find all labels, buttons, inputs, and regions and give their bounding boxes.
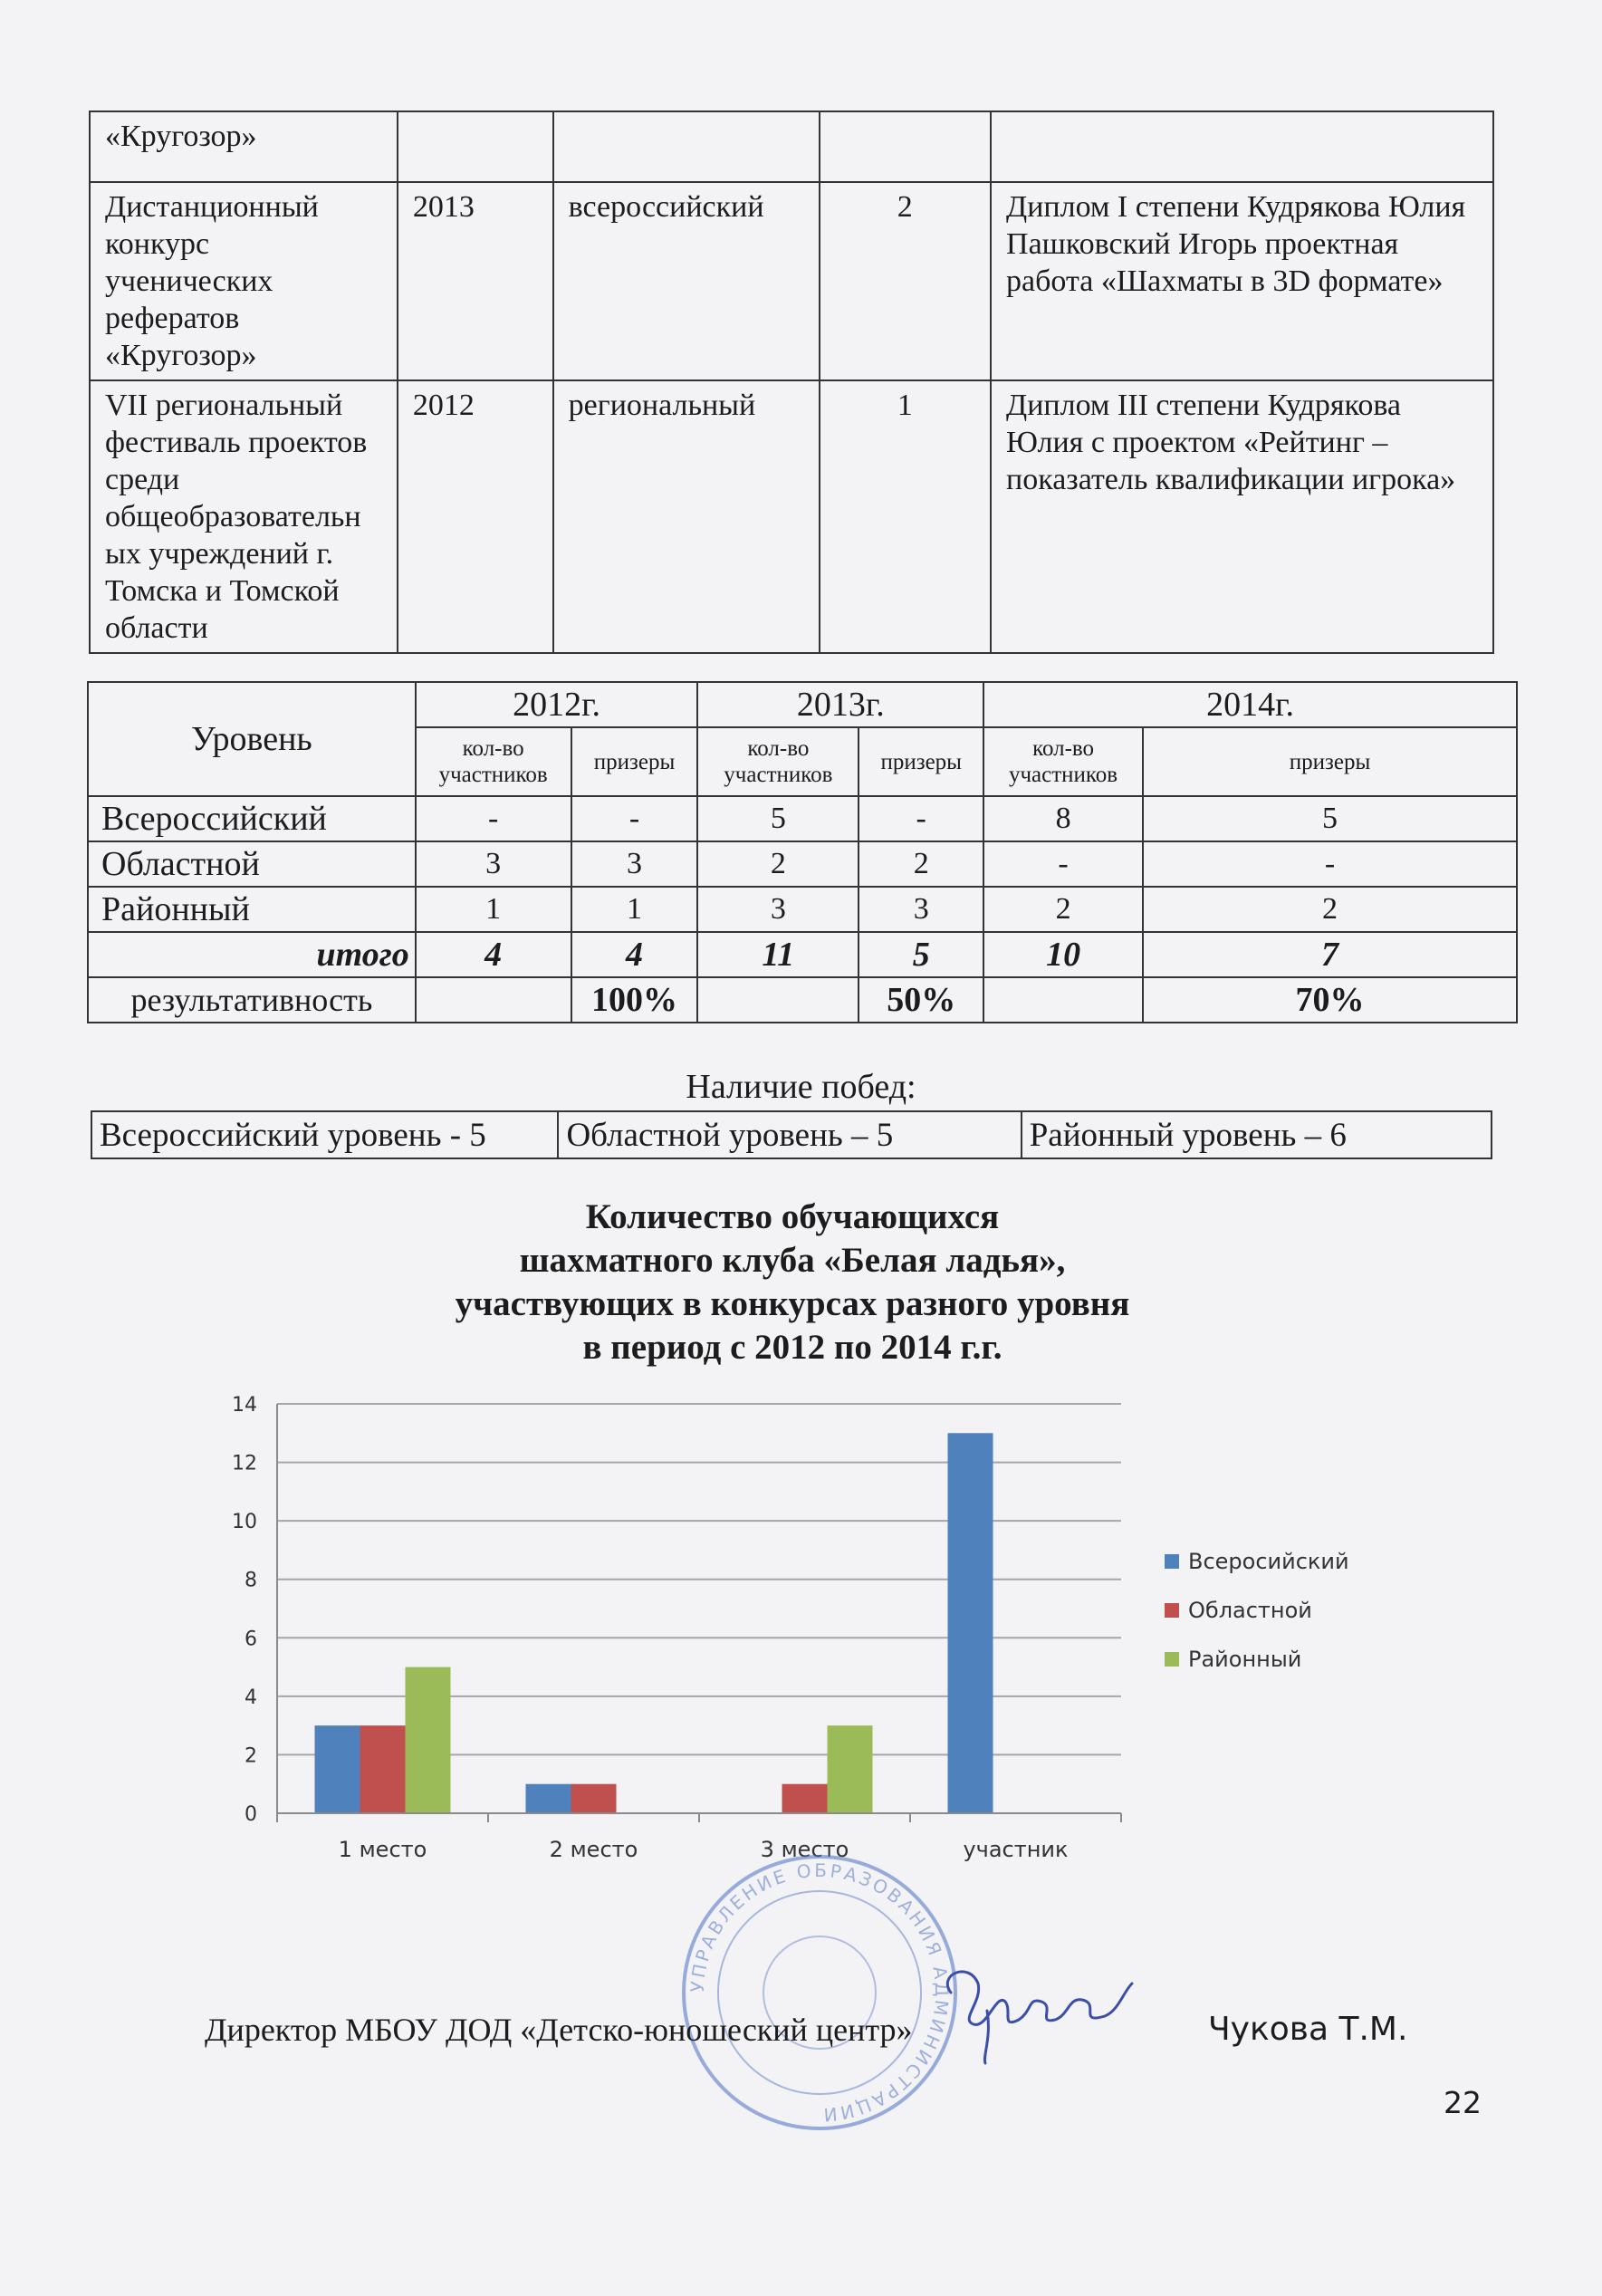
legend-swatch	[1165, 1554, 1179, 1569]
table-row	[88, 796, 1517, 841]
y-tick-label: 8	[245, 1569, 257, 1592]
table-cell: VII региональный фестиваль проектов среди общеобразовательн ых учреждений г. Томска и Томской области	[90, 380, 398, 653]
legend-swatch	[1165, 1652, 1179, 1667]
y-tick-label: 10	[232, 1511, 257, 1534]
table-cell	[991, 111, 1493, 182]
y-tick-label: 6	[245, 1628, 257, 1651]
projects-table	[89, 110, 1494, 654]
table-cell: 11	[697, 932, 859, 977]
bar	[782, 1784, 828, 1813]
table-cell: 50%	[859, 977, 983, 1023]
table-cell	[416, 977, 571, 1023]
year-header: 2013г.	[697, 682, 983, 727]
chart-title-line: участвующих в конкурсах разного уровня	[455, 1284, 1130, 1323]
svg-text:УПРАВЛЕНИЕ ОБРАЗОВАНИЯ АДМИНИС: УПРАВЛЕНИЕ ОБРАЗОВАНИЯ АДМИНИСТРАЦИИ	[686, 1859, 954, 2127]
table-cell: Дистанционный конкурс ученических рефератов «Кругозор»	[90, 182, 398, 380]
director-name: Чукова Т.М.	[1208, 2011, 1408, 2048]
table-row	[90, 182, 1493, 380]
table-cell: «Кругозор»	[90, 111, 398, 182]
bar	[315, 1725, 360, 1813]
table-cell	[697, 977, 859, 1023]
table-cell: -	[1143, 841, 1517, 887]
row-label: Районный	[88, 887, 416, 932]
table-cell: Районный уровень – 6	[1022, 1111, 1492, 1158]
chart-title	[272, 1196, 1313, 1369]
bar	[360, 1725, 406, 1813]
table-cell: региональный	[553, 380, 820, 653]
efficiency-label: результативность	[88, 977, 416, 1023]
director-title: Директор МБОУ ДОД «Детско-юношеский центр»	[205, 2012, 913, 2048]
table-row	[90, 380, 1493, 653]
participants-header: кол-во участников	[416, 727, 571, 796]
x-tick-label: 2 место	[549, 1837, 638, 1862]
y-tick-label: 14	[232, 1394, 257, 1417]
bar	[526, 1784, 571, 1813]
chart-title-line: Количество обучающихся	[585, 1197, 1000, 1236]
table-cell: 2	[697, 841, 859, 887]
table-cell: 4	[571, 932, 698, 977]
stamp-seal	[675, 1848, 964, 2137]
table-cell: 1	[571, 887, 698, 932]
row-label: Всероссийский	[88, 796, 416, 841]
table-cell: 3	[571, 841, 698, 887]
table-cell: 2	[859, 841, 983, 887]
table-cell: 70%	[1143, 977, 1517, 1023]
participants-header: кол-во участников	[983, 727, 1143, 796]
table-cell: 7	[1143, 932, 1517, 977]
table-cell	[820, 111, 992, 182]
table-cell: -	[859, 796, 983, 841]
table-cell: -	[571, 796, 698, 841]
bar-chart	[217, 1386, 1395, 1875]
table-cell: 1	[416, 887, 571, 932]
bar	[406, 1667, 451, 1813]
table-cell: 3	[859, 887, 983, 932]
table-cell: Областной уровень – 5	[558, 1111, 1021, 1158]
bar	[948, 1433, 993, 1813]
table-row	[90, 111, 1493, 182]
table-cell	[553, 111, 820, 182]
bar	[571, 1784, 617, 1813]
y-tick-label: 0	[245, 1803, 257, 1826]
table-cell: 2	[983, 887, 1143, 932]
winners-header: призеры	[859, 727, 983, 796]
table-cell: 4	[416, 932, 571, 977]
chart-title-line: в период с 2012 по 2014 г.г.	[582, 1328, 1002, 1367]
wins-title: Наличие побед:	[686, 1068, 916, 1106]
table-cell: 2012	[398, 380, 553, 653]
year-header: 2014г.	[983, 682, 1517, 727]
table-cell: 8	[983, 796, 1143, 841]
table-cell: 2013	[398, 182, 553, 380]
x-tick-label: 1 место	[338, 1837, 427, 1862]
table-cell: 3	[416, 841, 571, 887]
participants-header: кол-во участников	[697, 727, 859, 796]
winners-header: призеры	[1143, 727, 1517, 796]
table-cell	[398, 111, 553, 182]
table-cell	[983, 977, 1143, 1023]
table-cell: Диплом III степени Кудрякова Юлия с проектом «Рейтинг – показатель квалификации игрока»	[991, 380, 1493, 653]
efficiency-row	[88, 977, 1517, 1023]
table-cell: 2	[820, 182, 992, 380]
y-tick-label: 12	[232, 1452, 257, 1475]
wins-table	[91, 1110, 1492, 1159]
row-label: Областной	[88, 841, 416, 887]
table-cell: -	[983, 841, 1143, 887]
chart-title-line: шахматного клуба «Белая ладья»,	[519, 1241, 1066, 1280]
total-row	[88, 932, 1517, 977]
year-header: 2012г.	[416, 682, 698, 727]
table-cell: -	[416, 796, 571, 841]
legend-label: Всеросийский	[1188, 1549, 1349, 1574]
x-tick-label: 3 место	[760, 1837, 849, 1862]
participation-table	[87, 681, 1518, 1023]
table-cell: 3	[697, 887, 859, 932]
table-cell: всероссийский	[553, 182, 820, 380]
table-cell: 2	[1143, 887, 1517, 932]
table-cell: 5	[859, 932, 983, 977]
y-tick-label: 2	[245, 1744, 257, 1768]
table-cell: Всероссийский уровень - 5	[91, 1111, 558, 1158]
table-cell: 5	[1143, 796, 1517, 841]
table-cell: Диплом I степени Кудрякова Юлия Пашковский Игорь проектная работа «Шахматы в 3D формате»	[991, 182, 1493, 380]
table-header-row	[88, 682, 1517, 727]
table-row	[88, 887, 1517, 932]
bar	[828, 1725, 873, 1813]
level-header: Уровень	[88, 682, 416, 796]
legend-label: Областной	[1188, 1598, 1312, 1623]
table-cell: 100%	[571, 977, 698, 1023]
y-tick-label: 4	[245, 1686, 257, 1709]
page-number: 22	[1444, 2085, 1482, 2120]
table-cell: 5	[697, 796, 859, 841]
table-row	[88, 841, 1517, 887]
legend-label: Районный	[1188, 1647, 1302, 1672]
legend-swatch	[1165, 1603, 1179, 1618]
x-tick-label: участник	[963, 1837, 1069, 1862]
table-cell: 1	[820, 380, 992, 653]
table-cell: 10	[983, 932, 1143, 977]
table-row	[91, 1111, 1492, 1158]
winners-header: призеры	[571, 727, 698, 796]
total-label: итого	[88, 932, 416, 977]
signature	[933, 1956, 1150, 2065]
